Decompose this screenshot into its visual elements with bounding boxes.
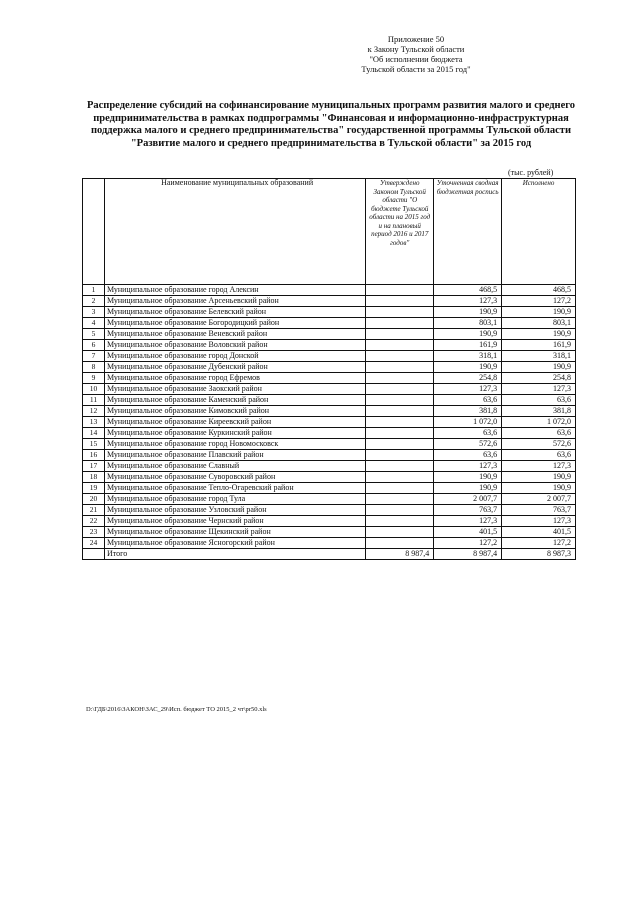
row-approved <box>366 384 434 395</box>
row-name: Муниципальное образование Веневский район <box>104 329 365 340</box>
row-name: Муниципальное образование Тепло-Огаревский район <box>104 483 365 494</box>
row-executed: 161,9 <box>502 340 576 351</box>
row-revised: 572,6 <box>434 439 502 450</box>
table-row <box>83 318 576 329</box>
total-revised: 8 987,4 <box>434 549 502 560</box>
row-approved <box>366 406 434 417</box>
table-row <box>83 439 576 450</box>
row-number: 10 <box>83 384 105 395</box>
row-executed: 127,2 <box>502 296 576 307</box>
row-number: 20 <box>83 494 105 505</box>
row-name: Муниципальное образование Щекинский район <box>104 527 365 538</box>
row-revised: 63,6 <box>434 450 502 461</box>
header-approved: Утверждено Законом Тульской области "О бюджете Тульской области на 2015 год и на плановый период 2016 и 2017 годов" <box>366 179 434 285</box>
row-number: 21 <box>83 505 105 516</box>
row-executed: 127,3 <box>502 516 576 527</box>
row-number: 2 <box>83 296 105 307</box>
row-revised: 318,1 <box>434 351 502 362</box>
table-row <box>83 450 576 461</box>
document-title: Распределение субсидий на софинансирование муниципальных программ развития малого и среднего предпринимательства в рамках подпрограммы "Финансовая и информационно-инфраструктурная поддержка малого и среднего предпринимательства" государственной программы Тульской области "Развитие малого и среднего предпринимательства в Тульской области" за 2015 год <box>86 100 576 149</box>
row-name: Муниципальное образование Арсеньевский район <box>104 296 365 307</box>
table-row <box>83 384 576 395</box>
row-revised: 127,3 <box>434 461 502 472</box>
row-executed: 63,6 <box>502 395 576 406</box>
row-number: 13 <box>83 417 105 428</box>
row-revised: 161,9 <box>434 340 502 351</box>
total-label: Итого <box>104 549 365 560</box>
header-name: Наименование муниципальных образований <box>104 179 365 285</box>
row-approved <box>366 351 434 362</box>
row-name: Муниципальное образование Плавский район <box>104 450 365 461</box>
total-executed: 8 987,3 <box>502 549 576 560</box>
row-executed: 763,7 <box>502 505 576 516</box>
table-row <box>83 538 576 549</box>
row-approved <box>366 318 434 329</box>
row-executed: 190,9 <box>502 472 576 483</box>
row-revised: 254,8 <box>434 373 502 384</box>
row-approved <box>366 439 434 450</box>
row-number: 24 <box>83 538 105 549</box>
header-number <box>83 179 105 285</box>
row-number: 15 <box>83 439 105 450</box>
appendix-law-title-1: "Об исполнении бюджета <box>369 54 463 64</box>
row-number: 1 <box>83 285 105 296</box>
table-row <box>83 494 576 505</box>
table-row <box>83 516 576 527</box>
row-revised: 127,3 <box>434 296 502 307</box>
row-approved <box>366 395 434 406</box>
table-row <box>83 351 576 362</box>
row-number: 12 <box>83 406 105 417</box>
appendix-law-ref: к Закону Тульской области <box>367 44 465 54</box>
row-name: Муниципальное образование Белевский район <box>104 307 365 318</box>
file-path: D:\ГДБ\2016\ЗАКОН\ЗАС_29\Исп. бюджет ТО 2015_2 чт\pr50.xls <box>86 706 267 713</box>
table-row <box>83 472 576 483</box>
row-name: Муниципальное образование Суворовский район <box>104 472 365 483</box>
row-executed: 190,9 <box>502 362 576 373</box>
row-name: Муниципальное образование город Тула <box>104 494 365 505</box>
row-approved <box>366 505 434 516</box>
row-revised: 63,6 <box>434 395 502 406</box>
header-executed: Исполнено <box>502 179 576 285</box>
row-approved <box>366 417 434 428</box>
row-name: Муниципальное образование Куркинский район <box>104 428 365 439</box>
row-revised: 401,5 <box>434 527 502 538</box>
row-name: Муниципальное образование Узловский район <box>104 505 365 516</box>
row-revised: 468,5 <box>434 285 502 296</box>
row-revised: 127,2 <box>434 538 502 549</box>
row-approved <box>366 296 434 307</box>
table-row <box>83 428 576 439</box>
row-number: 14 <box>83 428 105 439</box>
row-approved <box>366 461 434 472</box>
table-row <box>83 417 576 428</box>
row-executed: 63,6 <box>502 428 576 439</box>
table-row <box>83 340 576 351</box>
row-name: Муниципальное образование Богородицкий район <box>104 318 365 329</box>
row-name: Муниципальное образование Дубенский район <box>104 362 365 373</box>
row-executed: 318,1 <box>502 351 576 362</box>
row-executed: 190,9 <box>502 483 576 494</box>
row-approved <box>366 362 434 373</box>
row-approved <box>366 483 434 494</box>
row-revised: 803,1 <box>434 318 502 329</box>
row-name: Муниципальное образование Кимовский район <box>104 406 365 417</box>
row-number: 19 <box>83 483 105 494</box>
row-revised: 63,6 <box>434 428 502 439</box>
row-name: Муниципальное образование город Новомосковск <box>104 439 365 450</box>
total-number <box>83 549 105 560</box>
row-number: 11 <box>83 395 105 406</box>
row-number: 17 <box>83 461 105 472</box>
row-name: Муниципальное образование Чернский район <box>104 516 365 527</box>
row-approved <box>366 450 434 461</box>
row-executed: 127,2 <box>502 538 576 549</box>
row-approved <box>366 494 434 505</box>
table-row <box>83 307 576 318</box>
row-number: 9 <box>83 373 105 384</box>
row-executed: 468,5 <box>502 285 576 296</box>
row-number: 7 <box>83 351 105 362</box>
table-header-row <box>83 179 576 285</box>
row-revised: 1 072,0 <box>434 417 502 428</box>
row-name: Муниципальное образование Заокский район <box>104 384 365 395</box>
row-approved <box>366 428 434 439</box>
table-row <box>83 461 576 472</box>
row-approved <box>366 527 434 538</box>
row-revised: 763,7 <box>434 505 502 516</box>
appendix-law-title-2: Тульской области за 2015 год" <box>361 64 471 74</box>
row-name: Муниципальное образование Воловский район <box>104 340 365 351</box>
appendix-number: Приложение 50 <box>387 34 445 44</box>
header-revised: Уточненная сводная бюджетная роспись <box>434 179 502 285</box>
row-executed: 63,6 <box>502 450 576 461</box>
row-revised: 190,9 <box>434 472 502 483</box>
row-approved <box>366 285 434 296</box>
row-number: 6 <box>83 340 105 351</box>
table-row <box>83 395 576 406</box>
subsidies-table <box>82 178 576 560</box>
row-executed: 1 072,0 <box>502 417 576 428</box>
row-approved <box>366 307 434 318</box>
table-row <box>83 362 576 373</box>
row-approved <box>366 329 434 340</box>
row-name: Муниципальное образование город Донской <box>104 351 365 362</box>
row-executed: 572,6 <box>502 439 576 450</box>
table-row <box>83 329 576 340</box>
row-approved <box>366 373 434 384</box>
row-approved <box>366 472 434 483</box>
row-name: Муниципальное образование город Ефремов <box>104 373 365 384</box>
row-executed: 2 007,7 <box>502 494 576 505</box>
row-name: Муниципальное образование город Алексин <box>104 285 365 296</box>
table-body <box>83 285 576 560</box>
table-row <box>83 285 576 296</box>
row-name: Муниципальное образование Славный <box>104 461 365 472</box>
row-executed: 401,5 <box>502 527 576 538</box>
row-revised: 190,9 <box>434 329 502 340</box>
table-row <box>83 373 576 384</box>
row-revised: 127,3 <box>434 516 502 527</box>
total-row <box>83 549 576 560</box>
row-revised: 381,8 <box>434 406 502 417</box>
table-row <box>83 527 576 538</box>
row-number: 5 <box>83 329 105 340</box>
row-name: Муниципальное образование Ясногорский район <box>104 538 365 549</box>
table-row <box>83 296 576 307</box>
row-executed: 254,8 <box>502 373 576 384</box>
appendix-header <box>296 34 536 74</box>
total-approved: 8 987,4 <box>366 549 434 560</box>
row-name: Муниципальное образование Киреевский район <box>104 417 365 428</box>
row-approved <box>366 340 434 351</box>
row-number: 3 <box>83 307 105 318</box>
row-revised: 127,3 <box>434 384 502 395</box>
table-row <box>83 483 576 494</box>
row-executed: 803,1 <box>502 318 576 329</box>
row-number: 16 <box>83 450 105 461</box>
row-number: 23 <box>83 527 105 538</box>
row-number: 4 <box>83 318 105 329</box>
row-approved <box>366 516 434 527</box>
row-executed: 127,3 <box>502 384 576 395</box>
row-approved <box>366 538 434 549</box>
row-number: 8 <box>83 362 105 373</box>
row-number: 22 <box>83 516 105 527</box>
row-executed: 190,9 <box>502 329 576 340</box>
row-name: Муниципальное образование Каменский район <box>104 395 365 406</box>
row-executed: 127,3 <box>502 461 576 472</box>
row-revised: 2 007,7 <box>434 494 502 505</box>
units-label: (тыс. рублей) <box>508 168 554 177</box>
table-row <box>83 406 576 417</box>
row-revised: 190,9 <box>434 362 502 373</box>
row-revised: 190,9 <box>434 307 502 318</box>
row-revised: 190,9 <box>434 483 502 494</box>
row-number: 18 <box>83 472 105 483</box>
table-row <box>83 505 576 516</box>
row-executed: 190,9 <box>502 307 576 318</box>
row-executed: 381,8 <box>502 406 576 417</box>
